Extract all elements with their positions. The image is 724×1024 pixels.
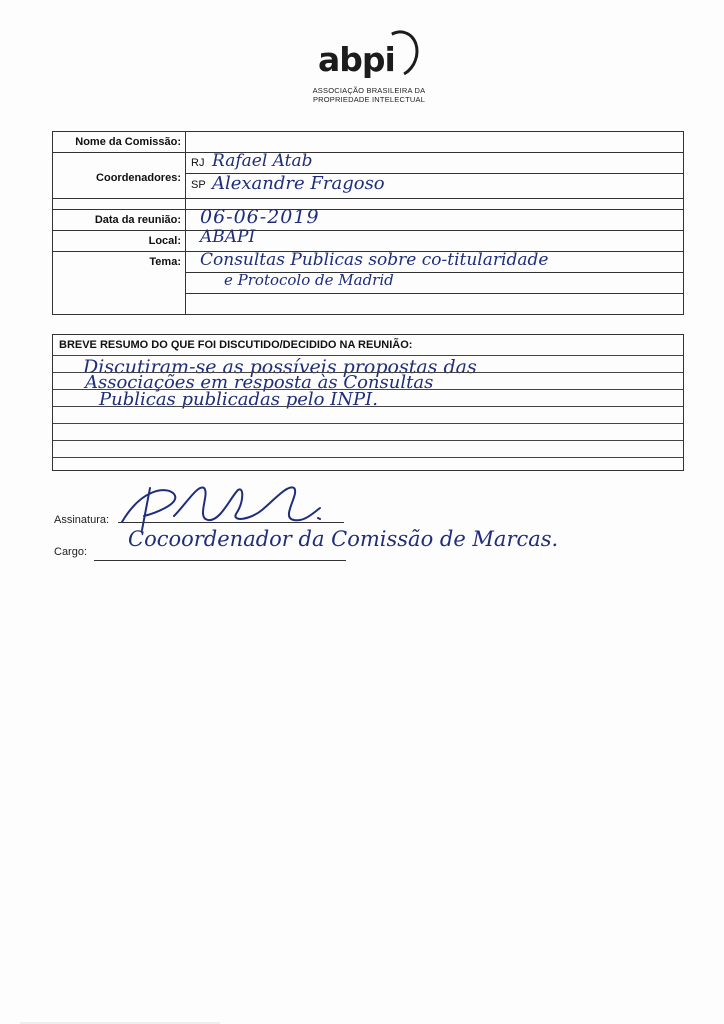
logo-wordmark: abpi xyxy=(318,40,395,79)
org-line-1: ASSOCIAÇÃO BRASILEIRA DA xyxy=(312,86,426,95)
tema-label: Tema: xyxy=(53,252,186,315)
tema-line-2: e Protocolo de Madrid xyxy=(224,271,394,289)
coord-label: Coordenadores: xyxy=(53,153,186,199)
assinatura-label: Assinatura: xyxy=(54,514,110,526)
summary-box xyxy=(52,334,684,471)
summary-line-4[interactable] xyxy=(53,406,683,423)
abpi-logo xyxy=(300,28,440,112)
form-row-coord1 xyxy=(53,153,684,174)
coord1-field[interactable] xyxy=(186,153,684,174)
form-row-tema xyxy=(53,252,684,273)
summary-line-3[interactable] xyxy=(53,389,683,410)
meeting-form xyxy=(52,131,684,315)
signature-mark xyxy=(112,478,332,534)
data-label: Data da reunião: xyxy=(53,210,186,231)
summary-line-1[interactable] xyxy=(53,355,683,378)
summary-line-7[interactable] xyxy=(53,457,683,470)
cargo-line[interactable] xyxy=(94,560,346,561)
local-field[interactable] xyxy=(186,227,684,252)
form-row-nome xyxy=(53,132,684,153)
summary-line-6[interactable] xyxy=(53,440,683,457)
coord2-name: Alexandre Fragoso xyxy=(212,173,385,194)
data-field[interactable] xyxy=(186,206,684,231)
tema-field-1[interactable] xyxy=(186,252,684,273)
summary-text-2: Associações em resposta às Consultas xyxy=(85,372,434,393)
form-row-spacer xyxy=(53,199,684,210)
data-value: 06-06-2019 xyxy=(200,206,320,228)
summary-text-1: Discutiram-se as possíveis propostas das xyxy=(83,356,477,378)
form-row-data xyxy=(53,210,684,231)
local-value: ABAPI xyxy=(200,227,256,247)
nome-label: Nome da Comissão: xyxy=(53,132,186,153)
org-line-2: PROPRIEDADE INTELECTUAL xyxy=(312,95,426,104)
summary-text-3: Publicas publicadas pelo INPI. xyxy=(99,389,378,410)
summary-line-2[interactable] xyxy=(53,372,683,393)
tema-field-3[interactable] xyxy=(186,294,684,315)
cargo-value: Cocoordenador da Comissão de Marcas. xyxy=(128,527,559,551)
coord2-field[interactable] xyxy=(186,174,684,199)
nome-field[interactable] xyxy=(186,132,684,153)
summary-heading: BREVE RESUMO DO QUE FOI DISCUTIDO/DECIDIDO NA REUNIÃO: xyxy=(59,339,413,351)
summary-line-5[interactable] xyxy=(53,423,683,440)
cargo-label: Cargo: xyxy=(54,546,88,558)
coord2-state: SP xyxy=(191,179,206,191)
local-label: Local: xyxy=(53,231,186,252)
tema-field-2[interactable] xyxy=(186,273,684,294)
coord1-state: RJ xyxy=(191,157,205,169)
logo-subtitle xyxy=(308,86,430,104)
tema-line-1: Consultas Publicas sobre co-titularidade xyxy=(200,250,549,270)
form-row-local xyxy=(53,231,684,252)
coord1-name: Rafael Atab xyxy=(212,151,313,171)
